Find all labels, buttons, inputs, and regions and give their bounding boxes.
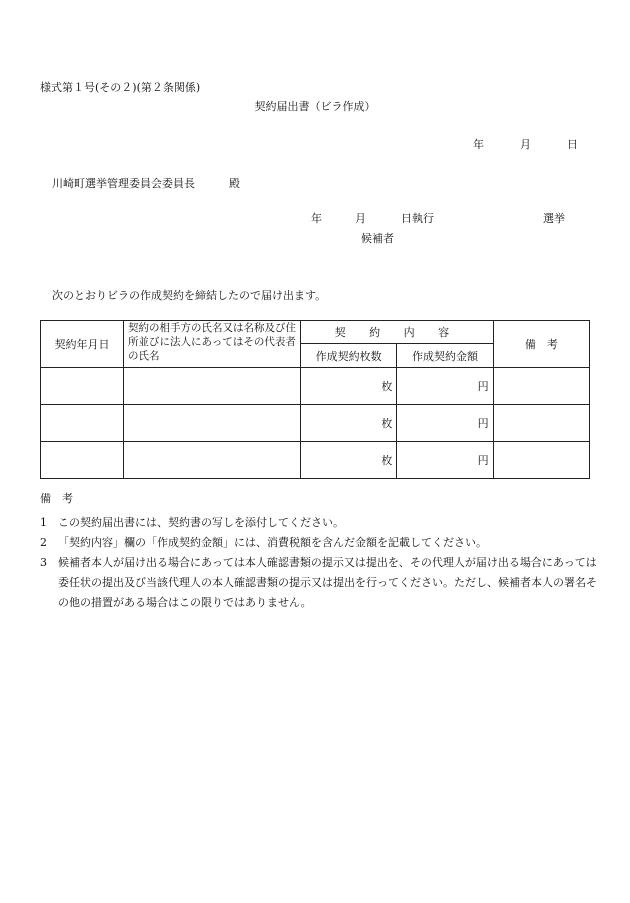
- contract-table: [40, 320, 590, 479]
- note-number: 2: [40, 536, 47, 549]
- election-label: 選挙: [543, 212, 565, 225]
- header-amount: 作成契約金額: [397, 344, 493, 368]
- unit-yen: 円: [477, 380, 489, 393]
- header-contract-date: 契約年月日: [41, 321, 124, 368]
- unit-sheets: 枚: [381, 454, 393, 467]
- election-month-label: 月: [355, 212, 366, 225]
- unit-yen: 円: [477, 454, 489, 467]
- note-item: [40, 533, 600, 553]
- note-number: 3: [40, 556, 47, 569]
- cell-amount[interactable]: [397, 368, 493, 405]
- cell-sheet-count[interactable]: [301, 368, 397, 405]
- addressee-suffix: 殿: [229, 177, 240, 190]
- note-item: [40, 513, 600, 533]
- notes-section: [40, 490, 600, 613]
- unit-sheets: 枚: [381, 417, 393, 430]
- intro-text: 次のとおりビラの作成契約を締結したので届け出ます。: [52, 289, 327, 302]
- cell-remarks[interactable]: [493, 368, 589, 405]
- candidate-label: 候補者: [361, 232, 394, 245]
- election-year-label: 年: [311, 212, 322, 225]
- table-row: [41, 405, 590, 442]
- notes-heading: 備 考: [40, 492, 73, 505]
- addressee-name: 川崎町選挙管理委員会委員長: [52, 177, 195, 190]
- cell-contract-party[interactable]: [124, 442, 301, 479]
- header-sheet-count: 作成契約枚数: [301, 344, 397, 368]
- cell-amount[interactable]: [397, 405, 493, 442]
- table-row: [41, 442, 590, 479]
- date-year-label: 年: [473, 138, 484, 151]
- cell-remarks[interactable]: [493, 442, 589, 479]
- header-contract-party: 契約の相手方の氏名又は名称及び住所並びに法人にあってはその代表者の氏名: [124, 321, 301, 368]
- note-text: この契約届出書には、契約書の写しを添付してください。: [58, 516, 344, 529]
- header-contract-content: 契 約 内 容: [301, 321, 494, 344]
- election-day-execution-label: 日執行: [401, 212, 434, 225]
- date-month-label: 月: [520, 138, 531, 151]
- form-number: 様式第１号(その２)(第２条関係): [40, 81, 201, 94]
- cell-contract-party[interactable]: [124, 368, 301, 405]
- cell-sheet-count[interactable]: [301, 442, 397, 479]
- unit-sheets: 枚: [381, 380, 393, 393]
- cell-contract-party[interactable]: [124, 405, 301, 442]
- document-title: 契約届出書（ビラ作成）: [254, 100, 376, 113]
- cell-sheet-count[interactable]: [301, 405, 397, 442]
- unit-yen: 円: [477, 417, 489, 430]
- note-text: 候補者本人が届け出る場合にあっては本人確認書類の提示又は提出を、その代理人が届け出る場合にあっては委任状の提出及び当該代理人の本人確認書類の提示又は提出を行ってください。ただし、候補者本人の署名その他の措置がある場合はこの限りではありません。: [58, 556, 597, 609]
- date-day-label: 日: [567, 138, 578, 151]
- note-item: [40, 553, 600, 613]
- cell-contract-date[interactable]: [41, 405, 124, 442]
- cell-contract-date[interactable]: [41, 442, 124, 479]
- table-row: [41, 368, 590, 405]
- header-remarks: 備 考: [493, 321, 589, 368]
- note-text: 「契約内容」欄の「作成契約金額」には、消費税額を含んだ金額を記載してください。: [58, 536, 487, 549]
- cell-remarks[interactable]: [493, 405, 589, 442]
- cell-contract-date[interactable]: [41, 368, 124, 405]
- cell-amount[interactable]: [397, 442, 493, 479]
- note-number: 1: [40, 516, 47, 529]
